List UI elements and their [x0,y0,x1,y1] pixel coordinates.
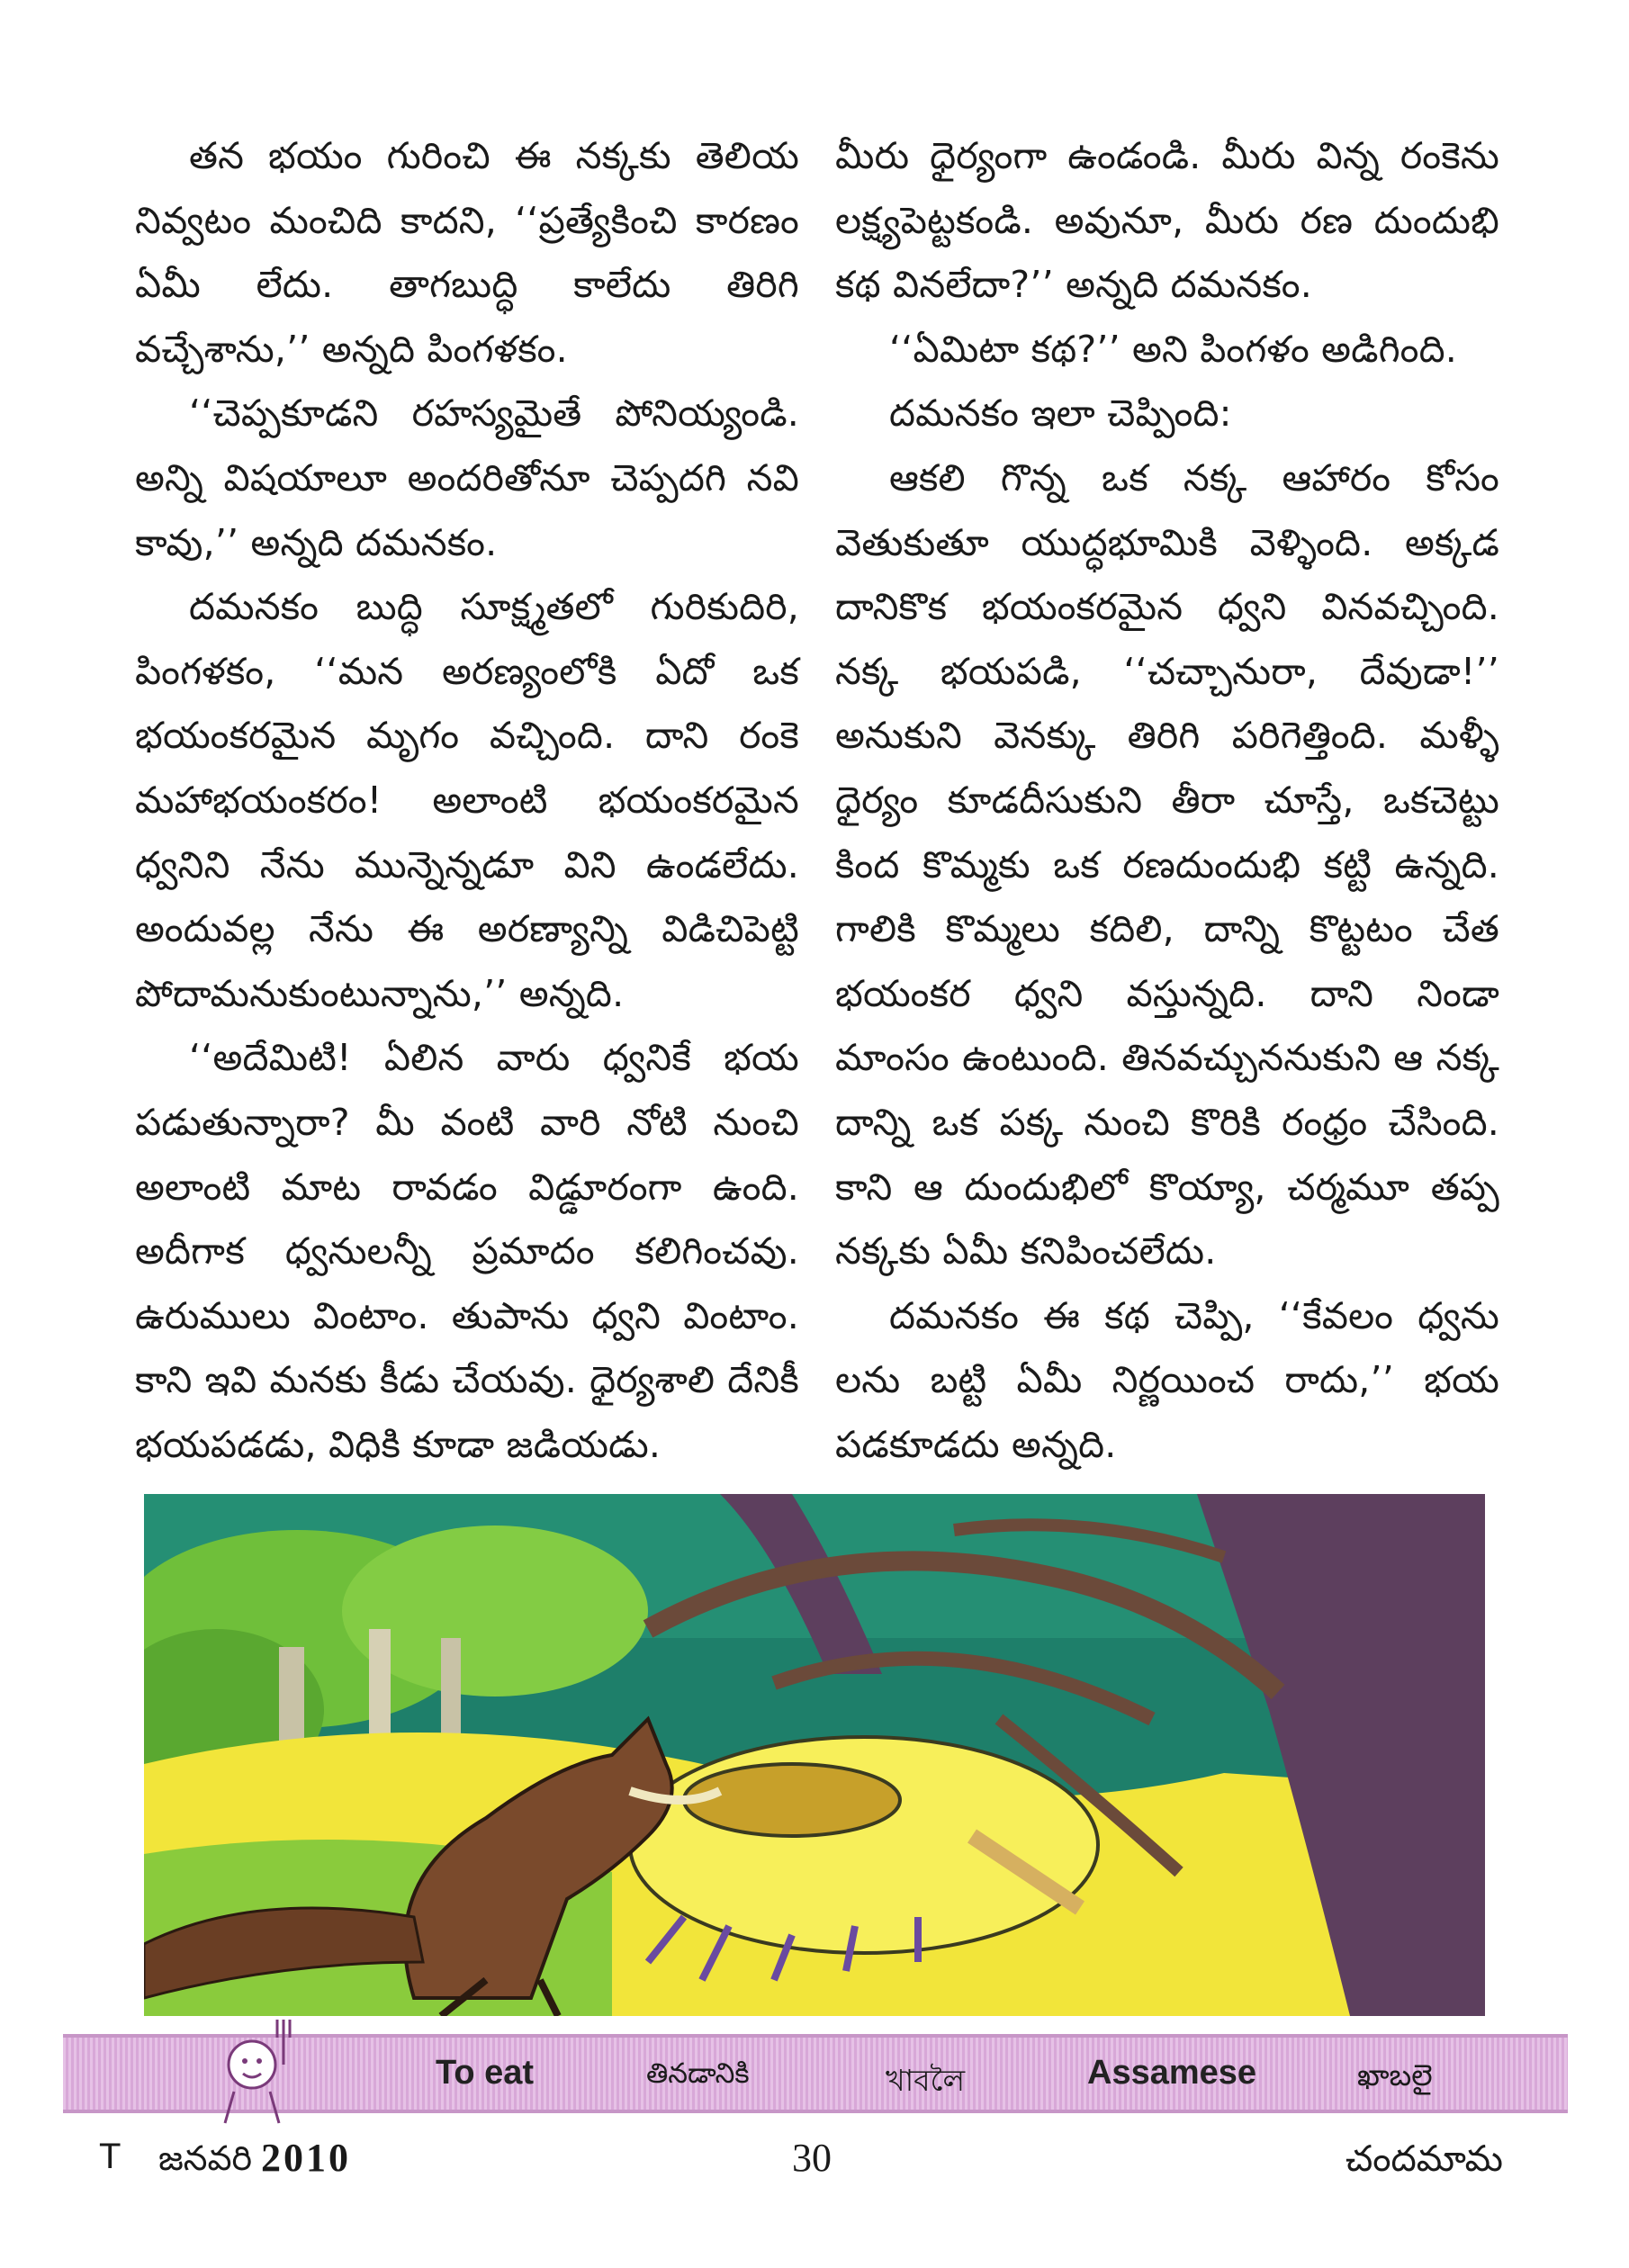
text-column-left [135,124,799,1477]
paragraph: ‘‘అదేమిటి! ఏలిన వారు ధ్వనికే భయ పడుతున్నారా? మీ వంటి వారి నోటి నుంచి అలాంటి మాట రావడం విడ్డూరంగా ఉంది. అదీగాక ధ్వనులన్నీ ప్రమాదం కలిగించవు. ఉరుములు వింటాం. తుపాను ధ్వని వింటాం. కాని ఇవి మనకు కీడు చేయవు. ధైర్యశాలి దేనికీ భయపడడు, విధికి కూడా జడియడు. [135,1036,799,1466]
story-illustration [144,1494,1485,2016]
paragraph: ‘‘ఏమిటా కథ?’’ అని పింగళం అడిగింది. [889,327,1457,371]
paragraph: దమనకం ఈ కథ చెప్పి, ‘‘కేవలం ధ్వను లను బట్టి ఏమీ నిర్ణయించ రాదు,’’ భయ పడకూడదు అన్నది. [835,1293,1499,1466]
issue-year: 2010 [261,2136,351,2180]
paragraph: దమనకం ఇలా చెప్పింది: [889,392,1232,436]
page-footer [0,2135,1629,2198]
page-number: 30 [792,2136,832,2180]
text-column-right [835,124,1499,1477]
paragraph: ఆకలి గొన్న ఒక నక్క ఆహారం కోసం వెతుకుతూ యుద్ధభూమికి వెళ్ళింది. అక్కడ దానికొక భయంకరమైన ధ్వని వినవచ్చింది. నక్క భయపడి, ‘‘చచ్చానురా, దేవుడా!’’ అనుకుని వెనక్కు తిరిగి పరిగెత్తింది. మళ్ళీ ధైర్యం కూడదీసుకుని తీరా చూస్తే, ఒకచెట్టు కింద కొమ్మకు ఒక రణదుందుభి కట్టి ఉన్నది. గాలికి కొమ్మలు కదిలి, దాన్ని కొట్టటం చేత భయంకర ధ్వని వస్తున్నది. దాని నిండా మాంసం ఉంటుంది. తినవచ్చుననుకుని ఆ నక్క దాన్ని ఒక పక్క నుంచి కొరికి రంధ్రం చేసింది. కాని ఆ దుందుభిలో కొయ్యా, చర్మమూ తప్ప నక్కకు ఏమీ కనిపించలేదు. [835,455,1499,1274]
english-word: To eat [436,2054,535,2092]
paragraph: తన భయం గురించి ఈ నక్కకు తెలియ నివ్వటం మంచిది కాదని, ‘‘ప్రత్యేకించి కారణం ఏమీ లేదు. తాగబుద్ధి కాలేదు తిరిగి వచ్చేశాను,’’ అన్నది పింగళకం. [135,134,799,371]
paragraph: ‘‘చెప్పకూడని రహస్యమైతే పోనియ్యండి. అన్ని విషయాలూ అందరితోనూ చెప్పదగి నవి కావు,’’ అన్నది దమనకం. [135,392,799,564]
paragraph: దమనకం బుద్ధి సూక్ష్మతలో గురికుదిరి, పింగళకం, ‘‘మన అరణ్యంలోకి ఏదో ఒక భయంకరమైన మృగం వచ్చింది. దాని రంకె మహాభయంకరం! అలాంటి భయంకరమైన ధ్వనిని నేను మున్నెన్నడూ విని ఉండలేదు. అందువల్ల నేను ఈ అరణ్యాన్ని విడిచిపెట్టి పోదామనుకుంటున్నాను,’’ అన్నది. [135,585,799,1015]
assamese-script-word: খাবলৈ [886,2063,966,2098]
chef-mascot-icon [198,2011,306,2128]
edition-letter: T [99,2137,122,2176]
telugu-word: తినడానికి [646,2057,750,2090]
paragraph-continued: మీరు ధైర్యంగా ఉండండి. మీరు విన్న రంకెను లక్ష్యపెట్టకండి. అవునూ, మీరు రణ దుందుభి కథ వినలేదా?’’ అన్నది దమనకం. [835,134,1499,307]
vocabulary-band [63,2034,1568,2113]
language-name: Assamese [1087,2054,1257,2092]
jackal-and-drum-illustration [144,1494,1485,2016]
assamese-transliteration: ఖాబలై [1357,2057,1433,2092]
issue-month: జనవరి [158,2138,253,2178]
magazine-name: చందమామ [1345,2138,1503,2180]
